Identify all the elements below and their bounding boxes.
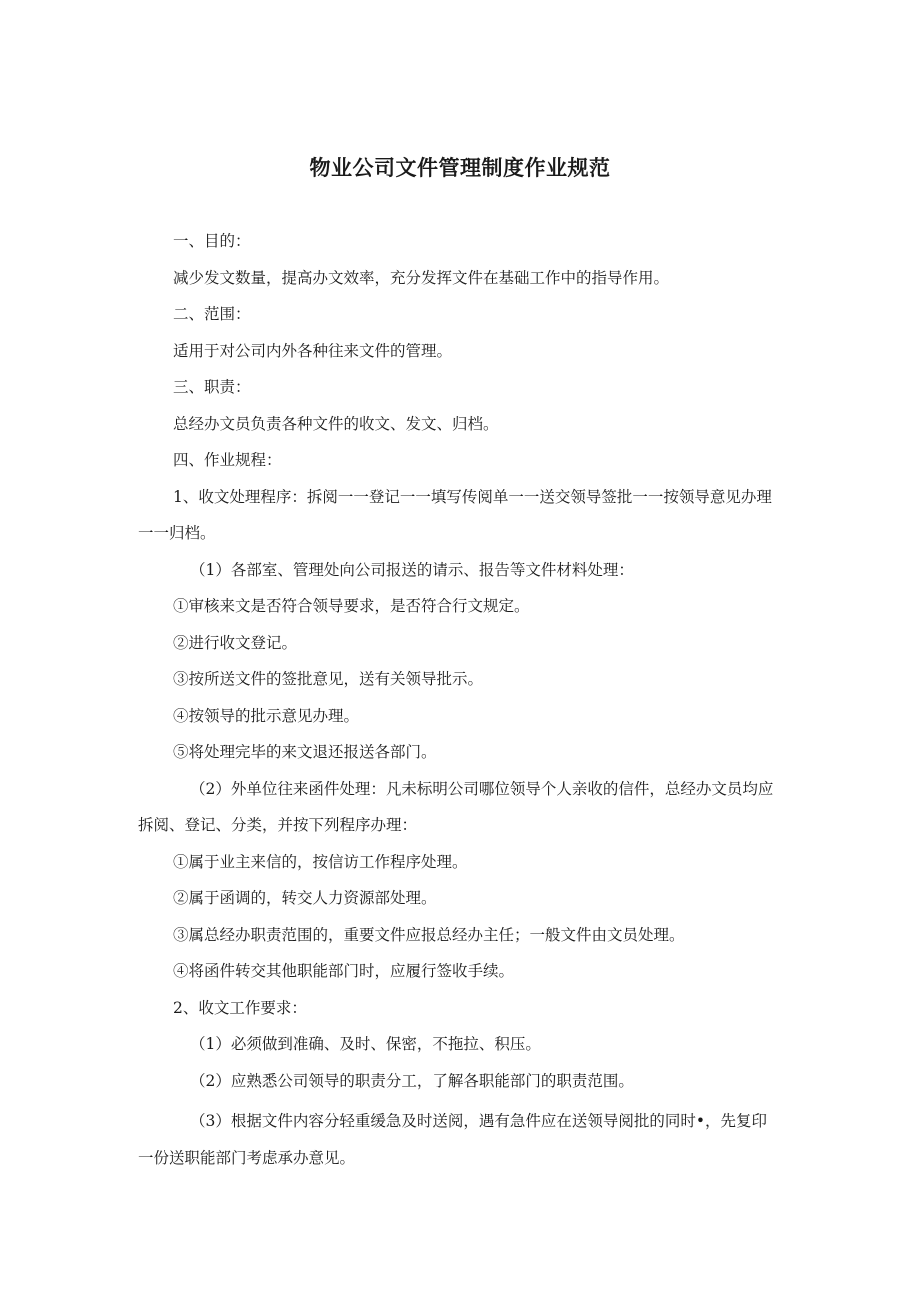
requirement-item: （2）应熟悉公司领导的职责分工，了解各职能部门的职责范围。 [190,1071,634,1090]
section-heading-purpose: 一、目的： [173,232,251,250]
list-item: ②属于函调的，转交人力资源部处理。 [173,889,437,907]
list-item: ②进行收文登记。 [173,633,298,652]
list-item: ③属总经办职责范围的，重要文件应报总经办主任；一般文件由文员处理。 [173,925,685,944]
paragraph-internal-documents: （1）各部室、管理处向公司报送的请示、报告等文件材料处理： [190,560,634,579]
section-heading-procedures: 四、作业规程： [173,451,282,469]
list-item: ⑤将处理完毕的来文退还报送各部门。 [173,743,437,761]
document-title: 物业公司文件管理制度作业规范 [309,156,611,180]
document-body [138,223,782,1176]
section-heading-requirements: 2、收文工作要求： [173,998,307,1017]
list-item: ①属于业主来信的，按信访工作程序处理。 [173,852,468,871]
list-item: ③按所送文件的签批意见，送有关领导批示。 [173,670,484,688]
list-item: ④按领导的批示意见办理。 [173,706,360,725]
paragraph-duties: 总经办文员负责各种文件的收文、发文、归档。 [173,414,499,433]
paragraph-scope: 适用于对公司内外各种往来文件的管理。 [173,341,453,360]
paragraph-purpose: 减少发文数量，提高办文效率，充分发挥文件在基础工作中的指导作用。 [173,268,670,287]
section-heading-scope: 二、范围： [173,305,251,323]
paragraph-external-letters: （2）外单位往来函件处理：凡未标明公司哪位领导个人亲收的信件，总经办文员均应拆阅、登记、分类，并按下列程序办理： [138,779,774,834]
requirement-item: （1）必须做到准确、及时、保密，不拖拉、积压。 [190,1035,541,1053]
section-heading-duties: 三、职责： [173,378,251,396]
requirement-item: （3）根据文件内容分轻重缓急及时送阅，遇有急件应在送领导阅批的同时•，先复印一份送职能部门考虑承办意见。 [138,1112,768,1167]
list-item: ①审核来文是否符合领导要求，是否符合行文规定。 [173,597,530,615]
paragraph-receiving-procedure: 1、收文处理程序：拆阅一一登记一一填写传阅单一一送交领导签批一一按领导意见办理一一归档。 [138,487,772,542]
list-item: ④将函件转交其他职能部门时，应履行签收手续。 [173,962,515,980]
